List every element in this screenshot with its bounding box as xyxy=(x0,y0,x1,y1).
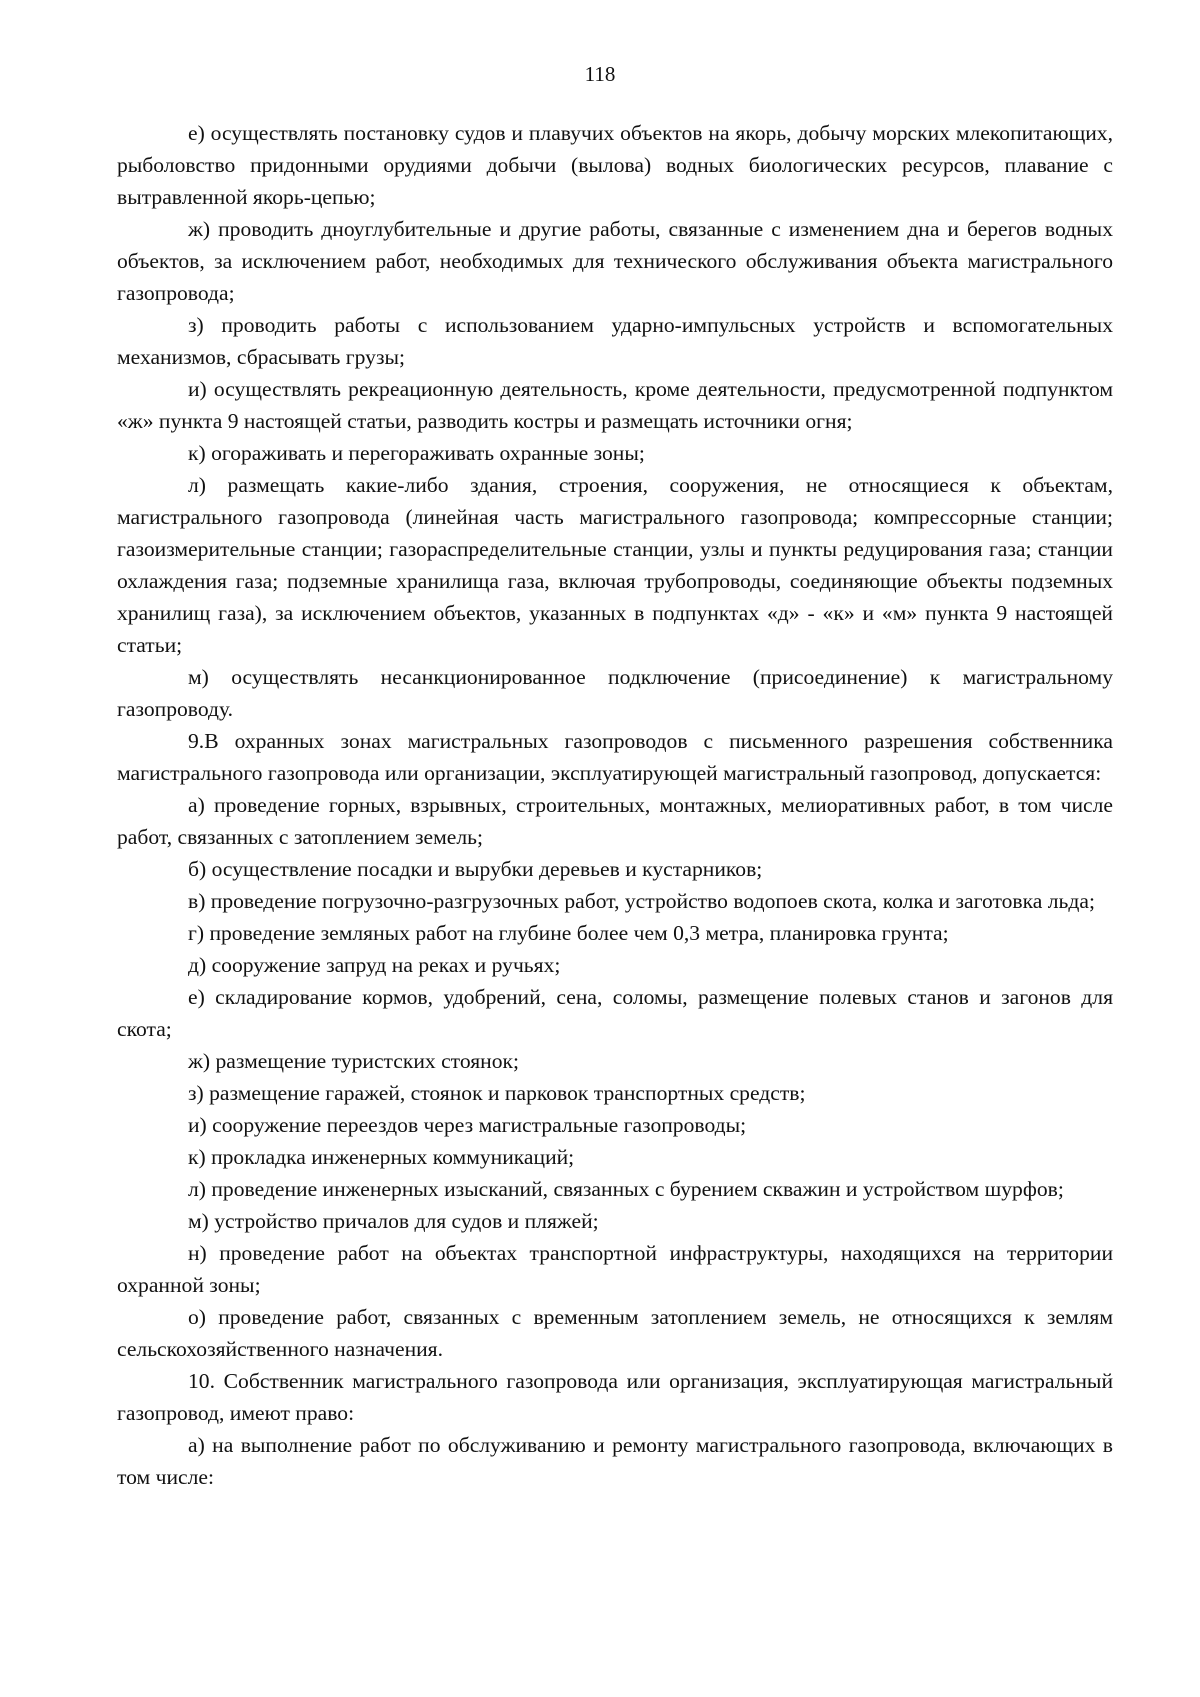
paragraph-section-10: 10. Собственник магистрального газопровода или организация, эксплуатирующая магистральный газопровод, имеют право: xyxy=(117,1369,1113,1425)
paragraph-item-zh-permitted: ж) размещение туристских стоянок; xyxy=(188,1049,519,1073)
paragraph-item-e-prohibited: е) осуществлять постановку судов и плавучих объектов на якорь, добычу морских млекопитающих, рыболовство придонными орудиями добычи (вылова) водных биологических ресурсов, плавание с вытравленной якорь-цепью; xyxy=(117,121,1113,209)
paragraph-item-i-permitted: и) сооружение переездов через магистральные газопроводы; xyxy=(188,1113,747,1137)
paragraph-item-l-prohibited: л) размещать какие-либо здания, строения, сооружения, не относящиеся к объектам, магистрального газопровода (линейная часть магистрального газопровода; компрессорные станции; газоизмерительные станции; газораспределительные станции, узлы и пункты редуцирования газа; станции охлаждения газа; подземные хранилища газа, включая трубопроводы, соединяющие объекты подземных хранилищ газа), за исключением объектов, указанных в подпунктах «д» - «к» и «м» пункта 9 настоящей статьи; xyxy=(117,473,1113,657)
paragraph-item-l-permitted: л) проведение инженерных изысканий, связанных с бурением скважин и устройством шурфов; xyxy=(188,1177,1064,1201)
paragraph-item-k-prohibited: к) огораживать и перегораживать охранные зоны; xyxy=(188,441,645,465)
body-text xyxy=(117,117,1113,1493)
paragraph-item-a-permitted: а) проведение горных, взрывных, строительных, монтажных, мелиоративных работ, в том числе работ, связанных с затоплением земель; xyxy=(117,793,1113,849)
paragraph-item-g-permitted: г) проведение земляных работ на глубине более чем 0,3 метра, планировка грунта; xyxy=(188,921,949,945)
paragraph-item-e-permitted: е) складирование кормов, удобрений, сена, соломы, размещение полевых станов и загонов для скота; xyxy=(117,985,1113,1041)
paragraph-section-9: 9.В охранных зонах магистральных газопроводов с письменного разрешения собственника магистрального газопровода или организации, эксплуатирующей магистральный газопровод, допускается: xyxy=(117,729,1113,785)
paragraph-item-m-prohibited: м) осуществлять несанкционированное подключение (присоединение) к магистральному газопроводу. xyxy=(117,665,1113,721)
paragraph-item-m-permitted: м) устройство причалов для судов и пляжей; xyxy=(188,1209,599,1233)
paragraph-item-z-permitted: з) размещение гаражей, стоянок и парковок транспортных средств; xyxy=(188,1081,806,1105)
paragraph-item-zh-prohibited: ж) проводить дноуглубительные и другие работы, связанные с изменением дна и берегов водных объектов, за исключением работ, необходимых для технического обслуживания объекта магистрального газопровода; xyxy=(117,217,1113,305)
paragraph-item-d-permitted: д) сооружение запруд на реках и ручьях; xyxy=(188,953,561,977)
paragraph-item-v-permitted: в) проведение погрузочно-разгрузочных работ, устройство водопоев скота, колка и заготовка льда; xyxy=(188,889,1095,913)
page-number: 118 xyxy=(584,62,616,86)
paragraph-item-k-permitted: к) прокладка инженерных коммуникаций; xyxy=(188,1145,575,1169)
paragraph-item-z-prohibited: з) проводить работы с использованием ударно-импульсных устройств и вспомогательных механизмов, сбрасывать грузы; xyxy=(117,313,1113,369)
paragraph-item-a-rights: а) на выполнение работ по обслуживанию и ремонту магистрального газопровода, включающих в том числе: xyxy=(117,1433,1113,1489)
paragraph-item-n-permitted: н) проведение работ на объектах транспортной инфраструктуры, находящихся на территории охранной зоны; xyxy=(117,1241,1113,1297)
paragraph-item-b-permitted: б) осуществление посадки и вырубки деревьев и кустарников; xyxy=(188,857,763,881)
paragraph-item-i-prohibited: и) осуществлять рекреационную деятельность, кроме деятельности, предусмотренной подпунктом «ж» пункта 9 настоящей статьи, разводить костры и размещать источники огня; xyxy=(117,377,1113,433)
paragraph-item-o-permitted: о) проведение работ, связанных с временным затоплением земель, не относящихся к землям сельскохозяйственного назначения. xyxy=(117,1305,1113,1361)
